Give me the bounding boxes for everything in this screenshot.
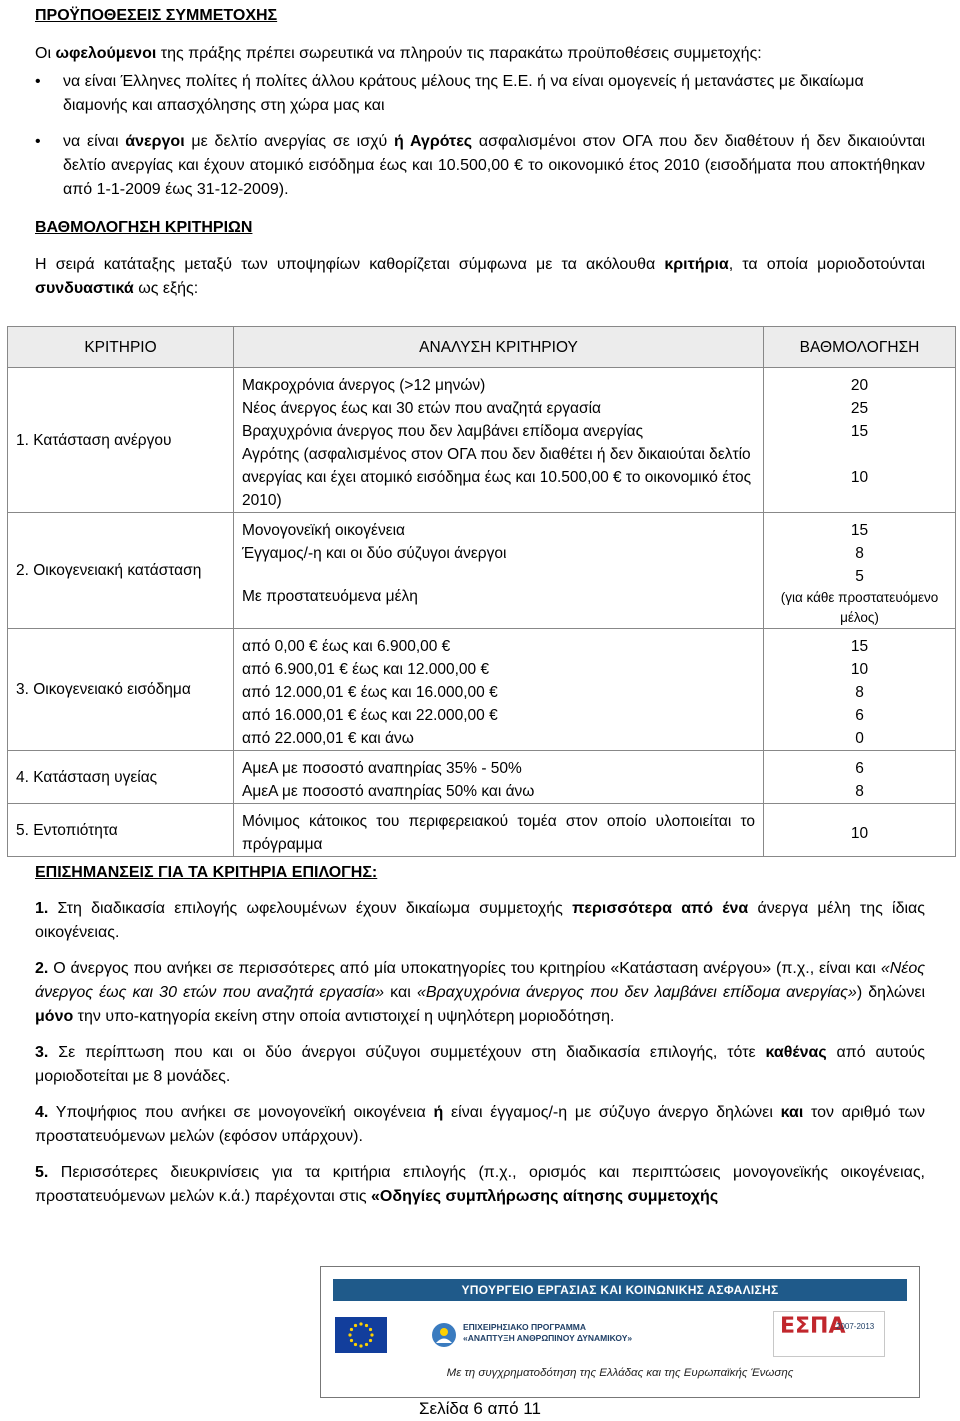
table-row: 1. Κατάσταση ανέργου Μακροχρόνια άνεργος (>12 μηνών) 20 [8, 368, 956, 398]
note-4: 4. Υποψήφιος που ανήκει σε μονογονεϊκή οικογένεια ή είναι έγγαμος/-η με σύζυγο άνεργο δηλώνει και τον αριθμό των προστατευόμενων μελών (εφόσον υπάρχουν). [35, 1104, 925, 1145]
table-row: από 16.000,01 € έως και 22.000,00 € 6 [8, 704, 956, 727]
notes-list [35, 897, 925, 1221]
section-title-scoring: ΒΑΘΜΟΛΟΓΗΣΗ ΚΡΙΤΗΡΙΩΝ [35, 219, 253, 236]
participation-conditions [35, 70, 925, 202]
table-header-row [8, 327, 956, 368]
eu-star-icon [369, 1339, 372, 1342]
note-5: 5. Περισσότερες διευκρινίσεις για τα κριτήρια επιλογής (π.χ., ορισμός και περιπτώσεις μονογονεϊκής οικογένειας, προστατευόμενων μελών κ.ά.) παρέχονται στις «Οδηγίες συμπλήρωσης αίτησης συμμετοχής [35, 1164, 925, 1205]
eu-star-icon [359, 1344, 362, 1347]
participation-intro: Οι ωφελούμενοι της πράξης πρέπει σωρευτικά να πληρούν τις παρακάτω προϋποθέσεις συμμετοχής: [35, 45, 762, 62]
criterion-locality: 5. Εντοπιότητα [8, 804, 234, 857]
page-number: Σελίδα 6 από 11 [419, 1399, 541, 1418]
criterion-unemployment: 1. Κατάσταση ανέργου [8, 368, 234, 513]
table-row: 5. Εντοπιότητα Μόνιμος κάτοικος του περιφερειακού τομέα στον οποίο υλοποιείται το πρόγραμμα 10 [8, 804, 956, 857]
eu-star-icon [350, 1328, 353, 1331]
criteria-table [7, 326, 955, 857]
note-1: 1. Στη διαδικασία επιλογής ωφελουμένων έχουν δικαίωμα συμμετοχής περισσότερα από ένα άνεργα μέλη της ίδιας οικογένειας. [35, 900, 926, 941]
eu-star-icon [359, 1322, 362, 1325]
scoring-intro: Η σειρά κατάταξης μεταξύ των υποψηφίων καθορίζεται σύμφωνα με τα ακόλουθα κριτήρια, τα οποία μοριοδοτούνται συνδυαστικά ως εξής: [35, 256, 926, 297]
table-row: από 22.000,01 € και άνω 0 [8, 727, 956, 751]
header-criterion: ΚΡΙΤΗΡΙΟ [8, 327, 234, 368]
cofunding-caption: Με τη συγχρηματοδότηση της Ελλάδας και της Ευρωπαϊκής Ένωσης [446, 1367, 794, 1379]
table-row: Βραχυχρόνια άνεργος που δεν λαμβάνει επίδομα ανεργίας 15 [8, 420, 956, 443]
eu-star-icon [350, 1339, 353, 1342]
eu-star-icon [370, 1333, 373, 1336]
table-row: 2. Οικογενειακή κατάσταση Μονογονεϊκή οικογένεια 15 [8, 513, 956, 543]
criterion-health: 4. Κατάσταση υγείας [8, 751, 234, 804]
eu-star-icon [365, 1324, 368, 1327]
eu-star-icon [365, 1343, 368, 1346]
espa-logo: ΕΣΠΑ 2007-2013 [773, 1311, 885, 1357]
eu-star-icon [348, 1333, 351, 1336]
table-row: από 12.000,01 € έως και 16.000,00 € 8 [8, 681, 956, 704]
table-row: από 6.900,01 € έως και 12.000,00 € 10 [8, 658, 956, 681]
table-row: Αγρότης (ασφαλισμένος στον ΟΓΑ που δεν διαθέτει ή δεν δικαιούται δελτίο ανεργίας και έχει ατομικό εισόδημα έως και 10.500,00 € το οικονομικό έτος 2010) 10 [8, 443, 956, 513]
criterion-family: 2. Οικογενειακή κατάσταση [8, 513, 234, 629]
eu-star-icon [369, 1328, 372, 1331]
funding-banner: ΥΠΟΥΡΓΕΙΟ ΕΡΓΑΣΙΑΣ ΚΑΙ ΚΟΙΝΩΝΙΚΗΣ ΑΣΦΑΛΙΣΗΣ ΕΠΙΧΕΙΡΗΣΙΑΚΟ ΠΡΟΓΡΑΜΜΑ «ΑΝΑΠΤΥΞΗ ΑΝΘΡΩΠΙΝΟΥ ΔΥΝΑΜΙΚΟΥ» ΕΣΠΑ 2007-2013 Με τη συγχρηματοδότηση της Ελλάδας και της Ευρωπαϊκής Ένωσης [320, 1266, 920, 1398]
programme-logo-icon [431, 1322, 457, 1348]
criterion-income: 3. Οικογενειακό εισόδημα [8, 629, 234, 751]
condition-citizenship: • να είναι Έλληνες πολίτες ή πολίτες άλλου κράτους μέλους της Ε.Ε. ή να είναι ομογενείς ή μετανάστες με δικαίωμα διαμονής και απασχόλησης στη χώρα μας και [35, 70, 925, 118]
header-score: ΒΑΘΜΟΛΟΓΗΣΗ [764, 327, 956, 368]
score-note: (για κάθε προστατευόμενο μέλος) [780, 590, 939, 625]
table-row: 3. Οικογενειακό εισόδημα από 0,00 € έως και 6.900,00 € 15 [8, 629, 956, 659]
eu-star-icon [354, 1343, 357, 1346]
table-row: Με προστατευόμενα μέλη 5 (για κάθε προστατευόμενο μέλος) [8, 565, 956, 629]
table-row: Νέος άνεργος έως και 30 ετών που αναζητά εργασία 25 [8, 397, 956, 420]
table-row: ΑμεΑ με ποσοστό αναπηρίας 50% και άνω 8 [8, 780, 956, 804]
note-3: 3. Σε περίπτωση που και οι δύο άνεργοι σύζυγοι συμμετέχουν στη διαδικασία επιλογής, τότε καθένας από αυτούς μοριοδοτείται με 8 μονάδες. [35, 1044, 926, 1085]
header-analysis: ΑΝΑΛΥΣΗ ΚΡΙΤΗΡΙΟΥ [234, 327, 764, 368]
section-title-participation: ΠΡΟΫΠΟΘΕΣΕΙΣ ΣΥΜΜΕΤΟΧΗΣ [35, 7, 278, 24]
ministry-bar: ΥΠΟΥΡΓΕΙΟ ΕΡΓΑΣΙΑΣ ΚΑΙ ΚΟΙΝΩΝΙΚΗΣ ΑΣΦΑΛΙΣΗΣ [333, 1279, 907, 1301]
table-row: 4. Κατάσταση υγείας ΑμεΑ με ποσοστό αναπηρίας 35% - 50% 6 [8, 751, 956, 781]
table-row: Έγγαμος/-η και οι δύο σύζυγοι άνεργοι 8 [8, 542, 956, 565]
condition-unemployed: • να είναι άνεργοι με δελτίο ανεργίας σε ισχύ ή Αγρότες ασφαλισμένοι στον ΟΓΑ που δεν διαθέτουν ή δεν δικαιούνται δελτίο ανεργίας και έχουν ατομικό εισόδημα έως και 10.500,00 € το οικονομικό έτος 2010 (εισοδήματα που αποκτήθηκαν από 1-1-2009 έως 31-12-2009). [35, 130, 925, 202]
eu-flag-icon [335, 1317, 387, 1353]
note-2: 2. Ο άνεργος που ανήκει σε περισσότερες από μία υποκατηγορίες του κριτηρίου «Κατάσταση ανέργου» (π.χ., είναι και «Νέος άνεργος έως και 30 ετών που αναζητά εργασία» και «Βραχυχρόνια άνεργος που δεν λαμβάνει επίδομα ανεργίας») δηλώνει μόνο την υπο-κατηγορία εκείνη στην οποία αντιστοιχεί η υψηλότερη μοριοδότηση. [35, 960, 926, 1025]
notes-title: ΕΠΙΣΗΜΑΝΣΕΙΣ ΓΙΑ ΤΑ ΚΡΙΤΗΡΙΑ ΕΠΙΛΟΓΗΣ: [35, 864, 378, 881]
eu-star-icon [354, 1324, 357, 1327]
